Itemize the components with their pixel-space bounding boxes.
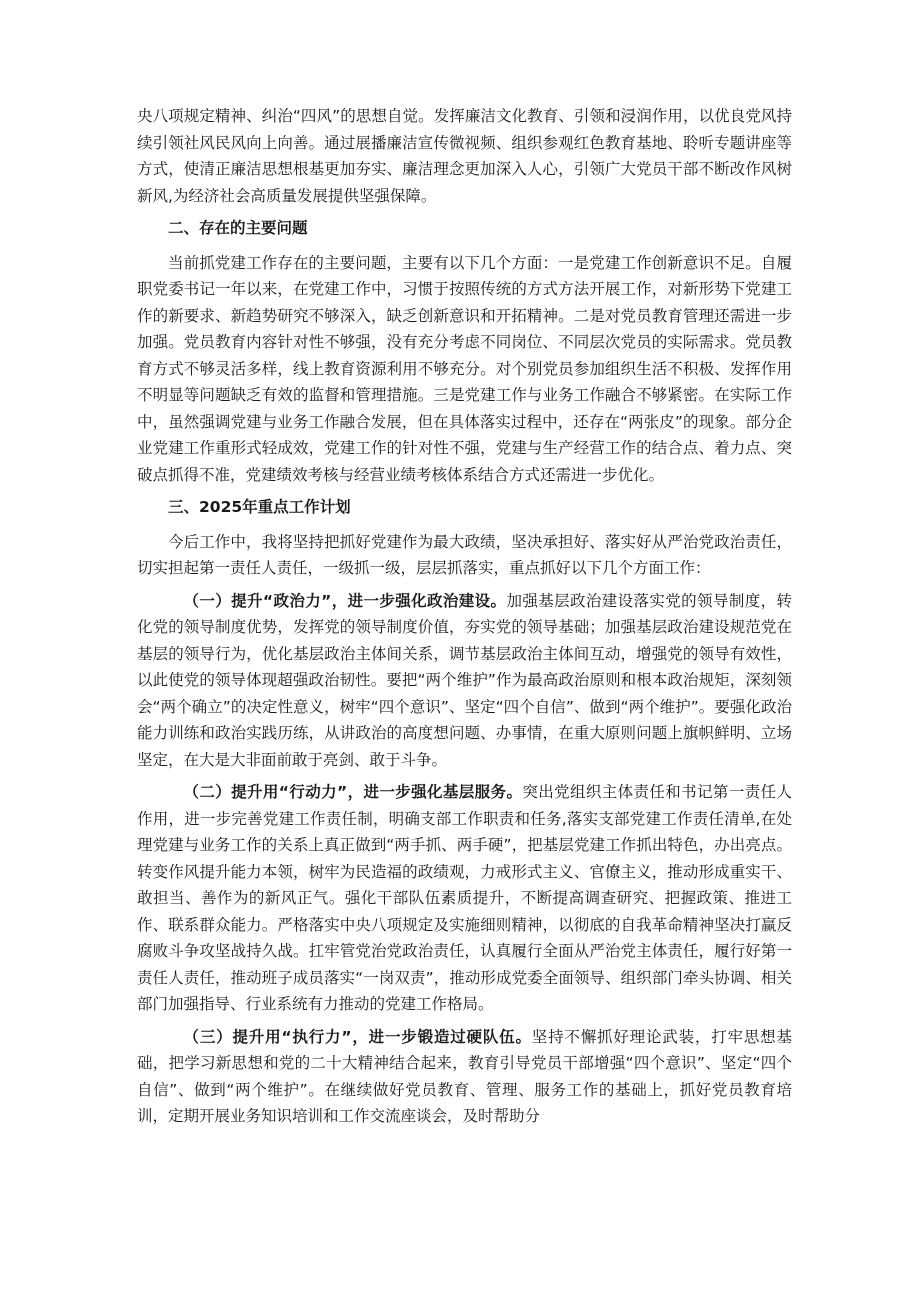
paragraph-intro: 央八项规定精神、纠治“四风”的思想自觉。发挥廉洁文化教育、引领和浸润作用，以优良党风持续引领社风民风向上向善。通过展播廉洁宣传微视频、组织参观红色教育基地、聆听专题讲座等方式，使清正廉洁思想根基更加夯实、廉洁理念更加深入人心，引领广大党员干部不断改作风树新风,为经济社会高质量发展提供坚强保障。 [137, 107, 792, 205]
plan-item-execution [137, 1024, 792, 1130]
plan-item-political-body: 加强基层政治建设落实党的领导制度，转化党的领导制度优势，发挥党的领导制度价值，夯实党的领导基础；加强基层政治建设规范党在基层的领导行为，优化基层政治主体间关系，调节基层政治主体间互动，增强党的领导有效性，以此使党的领导体现超强政治韧性。要把“两个维护”作为最高政治原则和根本政治规矩，深刻领会“两个确立”的决定性意义，树牢“四个意识”、坚定“四个自信”、做到“两个维护”。要强化政治能力训练和政治实践历练，从讲政治的高度想问题、办事情，在重大原则问题上旗帜鲜明、立场坚定，在大是大非面前敢于亮剑、敢于斗争。 [137, 591, 792, 769]
plan-item-political [137, 588, 792, 774]
plan-item-action-title: （二）提升用“行动力”，进一步强化基层服务。 [183, 783, 523, 801]
plan-item-political-title: （一）提升“政治力”，进一步强化政治建设。 [183, 591, 507, 610]
plan-item-action-body: 突出党组织主体责任和书记第一责任人作用，进一步完善党建工作责任制，明确支部工作职责和任务,落实支部党建工作责任清单,在处理党建与业务工作的关系上真正做到“两手抓、两手硬”，把基层党建工作抓出特色，办出亮点。转变作风提升能力本领，树牢为民造福的政绩观，力戒形式主义、官僚主义，推动形成重实干、敢担当、善作为的新风正气。强化干部队伍素质提升，不断提高调查研究、把握政策、推进工作、联系群众能力。严格落实中央八项规定及实施细则精神，以彻底的自我革命精神坚决打赢反腐败斗争攻坚战持久战。扛牢管党治党政治责任，认真履行全面从严治党主体责任，履行好第一责任人责任，推动班子成员落实“一岗双责”，推动形成党委全面领导、组织部门牵头协调、相关部门加强指导、行业系统有力推动的党建工作格局。 [137, 783, 792, 1013]
section-heading-problems: 二、存在的主要问题 [168, 219, 308, 237]
plan-item-execution-body: 坚持不懈抓好理论武装，打牢思想基础，把学习新思想和党的二十大精神结合起来，教育引导党员干部增强“四个意识”、坚定“四个自信”、做到“两个维护”。在继续做好党员教育、管理、服务工作的基础上，抓好党员教育培训，定期开展业务知识培训和工作交流座谈会，及时帮助分 [137, 1027, 792, 1125]
paragraph-plan: 今后工作中，我将坚持把抓好党建作为最大政绩，坚决承担好、落实好从严治党政治责任，切实担起第一责任人责任，一级抓一级，层层抓落实，重点抓好以下几个方面工作： [137, 532, 792, 577]
section-heading-plan: 三、2025年重点工作计划 [168, 498, 351, 516]
plan-item-action [137, 779, 792, 1018]
paragraph-problems: 当前抓党建工作存在的主要问题，主要有以下几个方面：一是党建工作创新意识不足。自履职党委书记一年以来，在党建工作中，习惯于按照传统的方式方法开展工作，对新形势下党建工作的新要求、新趋势研究不够深入，缺乏创新意识和开拓精神。二是对党员教育管理还需进一步加强。党员教育内容针对性不够强，没有充分考虑不同岗位、不同层次党员的实际需求。党员教育方式不够灵活多样，线上教育资源利用不够充分。对个别党员参加组织生活不积极、发挥作用不明显等问题缺乏有效的监督和管理措施。三是党建工作与业务工作融合不够紧密。在实际工作中，虽然强调党建与业务工作融合发展，但在具体落实过程中，还存在“两张皮”的现象。部分企业党建工作重形式轻成效，党建工作的针对性不强，党建与生产经营工作的结合点、着力点、突破点抓得不准，党建绩效考核与经营业绩考核体系结合方式还需进一步优化。 [137, 253, 792, 484]
document-body [137, 103, 792, 1136]
plan-item-execution-title: （三）提升用“执行力”，进一步锻造过硬队伍。 [183, 1027, 532, 1046]
